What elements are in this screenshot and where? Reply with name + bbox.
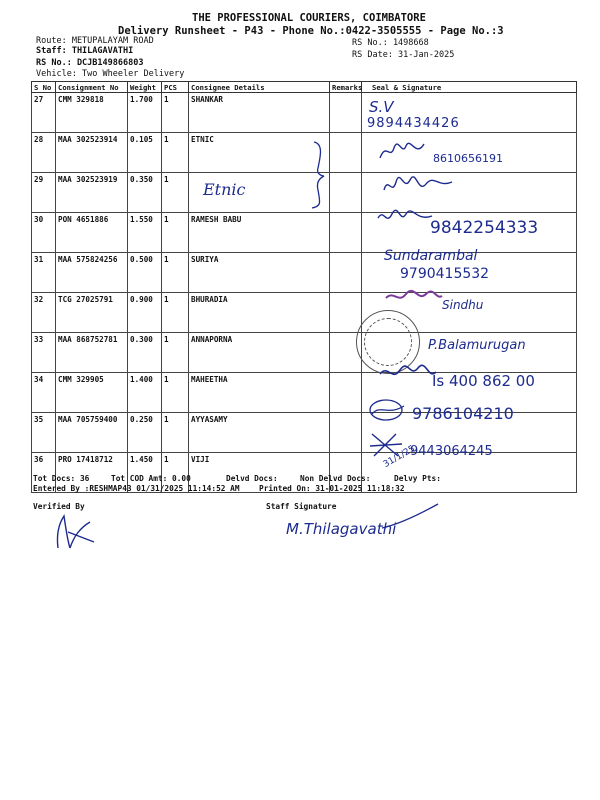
handwritten-phone: 9842254333: [430, 218, 539, 238]
handwritten-signature: S.V: [369, 98, 394, 116]
delivered-docs: Delvd Docs:: [226, 474, 278, 483]
handwritten-phone: 9443064245: [410, 444, 493, 459]
entered-by: Entered By :RESHMAP43 01/31/2025 11:14:52 AM: [33, 484, 240, 493]
handwritten-name: Sundarambal: [384, 248, 478, 264]
col-consignee: Consignee Details: [189, 82, 330, 93]
cell-weight: 1.700: [128, 93, 162, 133]
cell-remarks: [330, 133, 362, 173]
company-title: THE PROFESSIONAL COURIERS, COIMBATORE: [192, 12, 426, 24]
cell-remarks: [330, 373, 362, 413]
cell-weight: 1.400: [128, 373, 162, 413]
cell-sno: 31: [32, 253, 56, 293]
cell-sno: 30: [32, 213, 56, 253]
staff-signature: M.Thilagavathi: [286, 520, 397, 538]
col-sno: S No: [32, 82, 56, 93]
cell-sno: 29: [32, 173, 56, 213]
handwritten-phone: 9790415532: [400, 266, 490, 282]
cell-pcs: 1: [162, 213, 189, 253]
signature-scribble: [366, 396, 410, 426]
cell-pcs: 1: [162, 133, 189, 173]
cell-pcs: 1: [162, 333, 189, 373]
handwritten-phone: 9786104210: [412, 404, 514, 423]
cell-consignment-no: PON 4651886: [56, 213, 128, 253]
signature-scribble: [378, 362, 438, 384]
stamp-smudge: [384, 288, 444, 306]
printed-on: Printed On: 31-01-2025 11:18:32: [259, 484, 405, 493]
runsheet-title: Delivery Runsheet - P43 - Phone No.:0422-3505555 - Page No.:3: [118, 25, 504, 37]
cell-pcs: 1: [162, 293, 189, 333]
cell-consignment-no: MAA 302523914: [56, 133, 128, 173]
handwritten-name: P.Balamurugan: [428, 338, 526, 353]
cell-remarks: [330, 93, 362, 133]
cell-weight: 0.300: [128, 333, 162, 373]
cell-sno: 33: [32, 333, 56, 373]
cell-weight: 0.250: [128, 413, 162, 453]
cell-consignment-no: MAA 705759400: [56, 413, 128, 453]
handwritten-date: 31/1/25: [381, 443, 417, 471]
table-row: [32, 293, 577, 333]
handwritten-phone: 8610656191: [433, 152, 503, 165]
delivery-points: Delvy Pts:: [394, 474, 441, 483]
cell-remarks: [330, 173, 362, 213]
verified-by-label: Verified By: [33, 502, 85, 511]
cell-pcs: 1: [162, 413, 189, 453]
cell-remarks: [330, 413, 362, 453]
cell-sno: 35: [32, 413, 56, 453]
handwritten-name: Sindhu: [442, 298, 484, 312]
cell-consignee: SURIYA: [189, 253, 330, 293]
cell-weight: 0.350: [128, 173, 162, 213]
cell-consignee: VIJI: [189, 453, 330, 493]
rs-number-left: RS No.: DCJB149866803: [36, 58, 144, 68]
signature-scribble: [378, 140, 428, 164]
total-cod-amount: Tot COD Amt: 0.00: [111, 474, 191, 483]
cell-sno: 32: [32, 293, 56, 333]
staff-label: Staff: THILAGAVATHI: [36, 46, 134, 56]
handwritten-number: Is 400 862 00: [432, 372, 535, 390]
col-pcs: PCS: [162, 82, 189, 93]
cell-consignee: AYYASAMY: [189, 413, 330, 453]
handwritten-note: Etnic: [203, 180, 246, 199]
cell-pcs: 1: [162, 93, 189, 133]
cell-sno: 28: [32, 133, 56, 173]
cell-consignee: ANNAPORNA: [189, 333, 330, 373]
staff-signature-label: Staff Signature: [266, 502, 337, 511]
rs-date: RS Date: 31-Jan-2025: [352, 50, 455, 60]
table-row: [32, 173, 577, 213]
cell-pcs: 1: [162, 373, 189, 413]
total-docs: Tot Docs: 36: [33, 474, 90, 483]
vehicle-label: Vehicle: Two Wheeler Delivery: [36, 69, 185, 79]
cell-consignment-no: MAA 575824256: [56, 253, 128, 293]
cell-sno: 36: [32, 453, 56, 493]
rs-number-right: RS No.: 1498668: [352, 38, 429, 48]
cell-consignment-no: MAA 868752781: [56, 333, 128, 373]
table-row: [32, 93, 577, 133]
runsheet-table: [31, 81, 577, 493]
cell-remarks: [330, 293, 362, 333]
cell-sno: 27: [32, 93, 56, 133]
cell-consignment-no: CMM 329818: [56, 93, 128, 133]
cell-remarks: [330, 253, 362, 293]
cell-consignee: BHURADIA: [189, 293, 330, 333]
signature-scribble: [382, 174, 462, 198]
cell-remarks: [330, 213, 362, 253]
cell-pcs: 1: [162, 253, 189, 293]
cell-consignee: MAHEETHA: [189, 373, 330, 413]
company-seal-inner: [364, 318, 412, 366]
verifier-signature: [50, 512, 98, 552]
col-weight: Weight: [128, 82, 162, 93]
table-header-row: [32, 82, 577, 93]
signature-scribble: [376, 206, 436, 230]
cell-pcs: 1: [162, 453, 189, 493]
route-label: Route: METUPALAYAM ROAD: [36, 36, 154, 46]
signature-flourish: [380, 502, 440, 532]
cell-sno: 34: [32, 373, 56, 413]
cell-pcs: 1: [162, 173, 189, 213]
cell-consignment-no: MAA 302523919: [56, 173, 128, 213]
cell-consignment-no: TCG 27025791: [56, 293, 128, 333]
cell-weight: 0.500: [128, 253, 162, 293]
col-remarks: Remarks: [330, 82, 362, 93]
cell-consignment-no: CMM 329905: [56, 373, 128, 413]
non-delivered-docs: Non Delvd Docs:: [300, 474, 371, 483]
cell-consignment-no: PRO 17418712: [56, 453, 128, 493]
brace-mark: [308, 140, 328, 210]
cell-weight: 0.105: [128, 133, 162, 173]
cell-consignee: SHANKAR: [189, 93, 330, 133]
cell-consignee: RAMESH BABU: [189, 213, 330, 253]
cell-weight: 0.900: [128, 293, 162, 333]
col-seal-signature: Seal & Signature: [362, 82, 577, 93]
cell-consignee: ETNIC: [189, 133, 330, 173]
table-row: [32, 253, 577, 293]
handwritten-phone: 9894434426: [367, 116, 460, 131]
cell-weight: 1.450: [128, 453, 162, 493]
col-consignment: Consignment No: [56, 82, 128, 93]
cell-weight: 1.550: [128, 213, 162, 253]
